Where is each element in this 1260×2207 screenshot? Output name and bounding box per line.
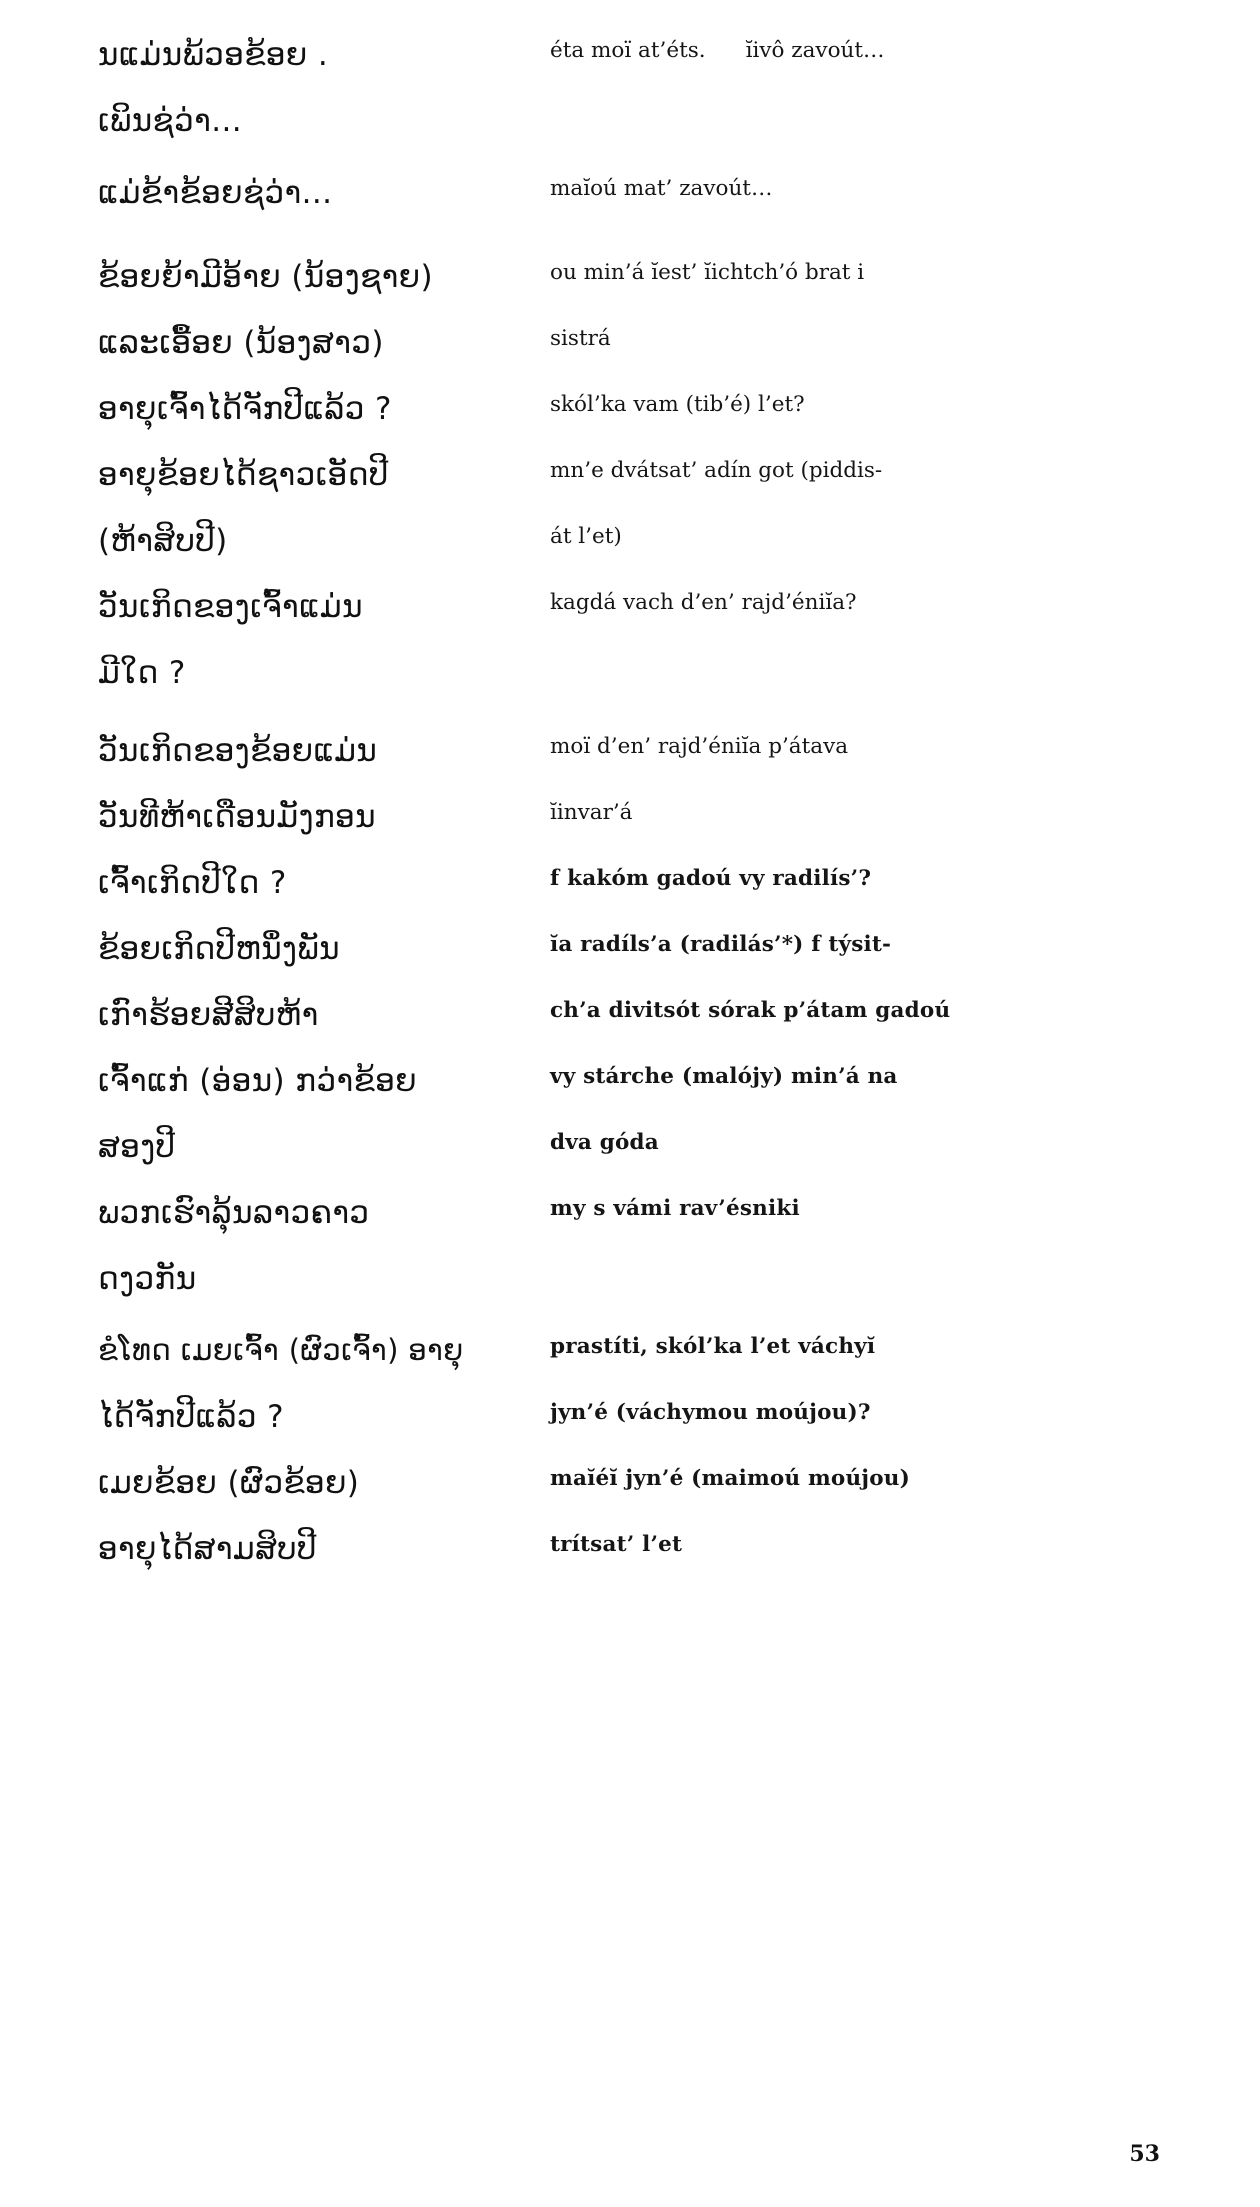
transliteration-text: skól’ka vam (tib’é) l’et?	[550, 392, 805, 417]
phrase-row	[60, 655, 1165, 736]
page-number: 53	[1129, 2141, 1160, 2167]
transliteration-text	[530, 40, 1165, 62]
phrase-row	[60, 1261, 1165, 1336]
phrase-row	[60, 391, 1165, 460]
transliteration-text: maĭéĭ jyn’é (maimoú moújou)	[550, 1466, 911, 1491]
transliteration-text: ĭinvar’á	[550, 800, 633, 825]
phrase-row	[60, 523, 1165, 592]
lao-text: ຂ້ອຍຍ້າມີອ້າຍ (ນ້ອງຊາຍ)	[98, 259, 433, 295]
lao-text: ແມ່ຂ້າຂ້ອຍຊ່ວ່າ...	[98, 175, 333, 211]
transliteration-text: ĭa radíls’a (radilás’*) f týsit-	[550, 932, 892, 957]
phrase-row	[60, 1531, 1165, 1600]
phrase-row	[60, 175, 1165, 262]
lao-text: ວັນທີຫ້າເດືອນມັງກອນ	[98, 799, 376, 835]
phrase-row	[60, 37, 1165, 106]
lao-text: ມີໃດ ?	[98, 655, 186, 691]
phrase-row	[60, 865, 1165, 934]
transliteration-text: trítsat’ l’et	[550, 1532, 683, 1557]
lao-text: ເພິນຊ່ວ່າ...	[98, 103, 242, 139]
phrase-row	[60, 733, 1165, 802]
lao-text: ນແມ່ນພ້ວອຂ້ອຍ .	[98, 37, 329, 73]
lao-text: (ຫ້າສິບປີ)	[98, 523, 228, 559]
transliteration-text: my s vámi rav’ésniki	[550, 1196, 800, 1221]
lao-text: ຂໍໂທດ ເມຍເຈົ້າ (ຜົວເຈົ້າ) ອາຍຸ	[98, 1333, 464, 1367]
lao-text: ຂ້ອຍເກິດປີຫນຶ່ງພັນ	[98, 931, 340, 967]
lao-text: ອາຍຸຂ້ອຍໄດ້ຊາວເອັດປີ	[98, 457, 389, 493]
transliteration-text: sistrá	[550, 326, 611, 351]
phrase-row	[60, 799, 1165, 868]
transliteration-text: vy stárche (malójy) min’á na	[550, 1064, 898, 1089]
lao-text: ອາຍຸເຈົ້າໄດ້ຈັກປີແລ້ວ ?	[98, 391, 392, 427]
lao-text: ດງວກັນ	[98, 1261, 197, 1297]
phrase-row	[60, 1129, 1165, 1198]
transliteration-text: ou min’á ĭest’ ĭichtch’ó brat i	[550, 260, 865, 285]
transliteration-text: moï d’en’ rajd’éniĭa p’átava	[550, 734, 849, 759]
transliteration-text: f kakóm gadoú vy radilís’?	[550, 866, 872, 891]
transliteration-text: jyn’é (váchymou moújou)?	[550, 1400, 871, 1425]
lao-text: ວັນເກິດຂອງຂ້ອຍແມ່ນ	[98, 733, 378, 769]
lao-text: ພວກເຮົາລຸ້ນລາວຄາວ	[98, 1195, 370, 1231]
transliteration-text: prastíti, skól’ka l’et váchyĭ	[550, 1334, 876, 1359]
lao-text: ເມຍຂ້ອຍ (ຜົວຂ້ອຍ)	[98, 1465, 360, 1501]
phrase-row	[60, 325, 1165, 394]
phrase-row	[60, 931, 1165, 1000]
transliteration-text: kagdá vach d’en’ rajd’éniĭa?	[550, 590, 857, 615]
phrase-row	[60, 1195, 1165, 1264]
lao-text: ວັນເກິດຂອງເຈົ້າແມ່ນ	[98, 589, 363, 625]
transliteration-text: dva góda	[550, 1130, 659, 1155]
lao-text: ໄດ້ຈັກປີແລ້ວ ?	[98, 1399, 285, 1435]
lao-text: ເຈົ້າແກ່ (ອ່ອນ) ກວ່າຂ້ອຍ	[98, 1063, 417, 1099]
phrase-row	[60, 1063, 1165, 1132]
phrase-row	[60, 589, 1165, 658]
translit-part-2: ĭivô zavoút…	[745, 38, 885, 63]
phrase-row	[60, 1399, 1165, 1468]
translit-part-1: éta moï at’éts.	[550, 38, 706, 63]
phrase-row	[60, 1465, 1165, 1534]
transliteration-text: ch’a divitsót sórak p’átam gadoú	[550, 998, 951, 1023]
lao-text: ອາຍຸໄດ້ສາມສິບປີ	[98, 1531, 317, 1567]
lao-text: ແລະເອື້ອຍ (ນ້ອງສາວ)	[98, 325, 384, 361]
lao-text: ເຈົ້າເກິດປີໃດ ?	[98, 865, 287, 901]
transliteration-text: át l’et)	[550, 524, 622, 549]
phrase-row	[60, 1333, 1165, 1402]
phrase-row	[60, 259, 1165, 328]
transliteration-text: mn’e dvátsat’ adín got (piddis-	[550, 458, 883, 483]
transliteration-text: maĭoú mat’ zavoút…	[550, 176, 773, 201]
lao-text: ເກົາຮ້ອຍສີສິບຫ້າ	[98, 997, 319, 1033]
phrase-row	[60, 997, 1165, 1066]
phrase-row	[60, 103, 1165, 178]
phrase-list	[60, 37, 1165, 1600]
lao-text: ສອງປີ	[98, 1129, 176, 1165]
phrase-row	[60, 457, 1165, 526]
